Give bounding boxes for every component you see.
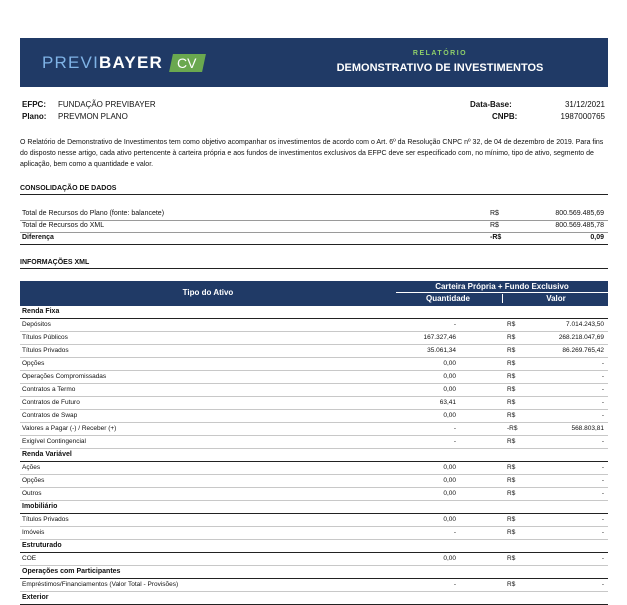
- asset-name: Opções: [22, 477, 45, 484]
- logo-text-bayer: BAYER: [99, 53, 163, 72]
- quantity-cell: 167.327,46: [423, 334, 456, 341]
- logo-cv-badge: CV: [169, 54, 206, 72]
- value-cell: 7.014.243,50: [566, 321, 604, 328]
- currency-cell: R$: [507, 529, 516, 536]
- category-row: [20, 540, 608, 553]
- table-row: [20, 384, 608, 397]
- quantity-cell: 0,00: [443, 412, 456, 419]
- currency-cell: R$: [507, 347, 516, 354]
- category-name: Exterior: [22, 594, 49, 601]
- plano-value: PREVMON PLANO: [58, 112, 128, 121]
- asset-name: Empréstimos/Financiamentos (Valor Total - Provisões): [22, 581, 179, 588]
- table-row: [20, 475, 608, 488]
- value-cell: -: [601, 399, 604, 406]
- xml-table-header: [20, 281, 608, 306]
- value-cell: -: [601, 555, 604, 562]
- logo-text-previ: PREVI: [42, 53, 100, 72]
- asset-name: Opções: [22, 360, 45, 367]
- quantity-cell: 0,00: [443, 555, 456, 562]
- currency-cell: R$: [507, 438, 516, 445]
- category-name: Operações com Participantes: [22, 568, 121, 575]
- category-name: Renda Fixa: [22, 308, 60, 315]
- table-row: [20, 345, 608, 358]
- currency-cell: -R$: [507, 425, 518, 432]
- asset-name: Títulos Públicos: [22, 334, 68, 341]
- consolidacao-value: 800.569.485,69: [555, 210, 604, 217]
- intro-paragraph: O Relatório de Demonstrativo de Investimentos tem como objetivo acompanhar os investimentos de acordo com o Art. 6º da Resolução CNPC nº 32, de 04 de dezembro de 2019. Para fins do disposto nesse artigo, cada ativo pertencente à carteira própria e aos fundos de investimentos exclusivos da EFPC deve ser especificado com, no mínimo, tipo de ativo, segmento de aplicação, bem como a quantidade e valor.: [20, 139, 604, 168]
- quantity-cell: 0,00: [443, 490, 456, 497]
- report-label: RELATÓRIO: [412, 50, 468, 57]
- consolidacao-label: Diferença: [22, 234, 54, 241]
- col-valor: Valor: [502, 294, 609, 303]
- category-row: [20, 592, 608, 605]
- consolidacao-currency: -R$: [490, 234, 502, 241]
- col-tipo-ativo: Tipo do Ativo: [182, 288, 234, 297]
- consolidacao-label: Total de Recursos do XML: [22, 222, 105, 229]
- currency-cell: R$: [507, 477, 516, 484]
- table-row: [20, 371, 608, 384]
- quantity-cell: 0,00: [443, 464, 456, 471]
- col-carteira-group: Carteira Própria + Fundo Exclusivo: [396, 282, 608, 293]
- table-row: [20, 579, 608, 592]
- currency-cell: R$: [507, 581, 516, 588]
- currency-cell: R$: [507, 490, 516, 497]
- quantity-cell: 0,00: [443, 373, 456, 380]
- quantity-cell: -: [453, 581, 456, 588]
- cnpb-label: CNPB:: [492, 112, 518, 121]
- table-row: [20, 462, 608, 475]
- asset-name: Outros: [22, 490, 42, 497]
- consolidacao-row: [20, 209, 608, 221]
- value-cell: -: [601, 386, 604, 393]
- category-row: [20, 306, 608, 319]
- report-title: DEMONSTRATIVO DE INVESTIMENTOS: [336, 62, 544, 74]
- table-row: [20, 423, 608, 436]
- category-name: Imobiliário: [22, 503, 58, 510]
- quantity-cell: 0,00: [443, 477, 456, 484]
- quantity-cell: -: [453, 425, 456, 432]
- quantity-cell: -: [453, 321, 456, 328]
- consolidacao-label: Total de Recursos do Plano (fonte: balancete): [22, 210, 165, 217]
- table-row: [20, 527, 608, 540]
- asset-name: Operações Compromissadas: [22, 373, 107, 380]
- category-row: [20, 449, 608, 462]
- consolidacao-currency: R$: [490, 210, 499, 217]
- table-row: [20, 397, 608, 410]
- consolidacao-title: CONSOLIDAÇÃO DE DADOS: [20, 185, 608, 195]
- table-row: [20, 488, 608, 501]
- value-cell: -: [601, 412, 604, 419]
- quantity-cell: 0,00: [443, 360, 456, 367]
- currency-cell: R$: [507, 386, 516, 393]
- value-cell: 568.803,81: [571, 425, 604, 432]
- asset-name: COE: [22, 555, 37, 562]
- value-cell: -: [601, 581, 604, 588]
- asset-name: Exigível Contingencial: [22, 438, 86, 445]
- consolidacao-row: [20, 233, 608, 245]
- table-row: [20, 358, 608, 371]
- currency-cell: R$: [507, 464, 516, 471]
- asset-name: Títulos Privados: [22, 516, 69, 523]
- table-row: [20, 410, 608, 423]
- col-quantidade: Quantidade: [425, 294, 470, 303]
- quantity-cell: -: [453, 529, 456, 536]
- previbayer-logo: [42, 52, 204, 74]
- category-row: [20, 566, 608, 579]
- report-banner: [20, 38, 608, 87]
- consolidacao-row: [20, 221, 608, 233]
- quantity-cell: 63,41: [439, 399, 456, 406]
- category-name: Renda Variável: [22, 451, 72, 458]
- data-base-label: Data-Base:: [470, 100, 512, 109]
- value-cell: -: [601, 529, 604, 536]
- value-cell: -: [601, 516, 604, 523]
- asset-name: Contratos a Termo: [22, 386, 76, 393]
- xml-table-body: [20, 306, 608, 605]
- asset-name: Contratos de Futuro: [22, 399, 80, 406]
- value-cell: -: [601, 477, 604, 484]
- currency-cell: R$: [507, 555, 516, 562]
- efpc-label: EFPC:: [22, 100, 46, 109]
- consolidacao-value: 0,09: [590, 234, 604, 241]
- table-row: [20, 553, 608, 566]
- asset-name: Depósitos: [22, 321, 51, 328]
- cnpb-value: 1987000765: [560, 112, 605, 121]
- asset-name: Ações: [22, 464, 41, 471]
- currency-cell: R$: [507, 399, 516, 406]
- value-cell: -: [601, 490, 604, 497]
- efpc-value: FUNDAÇÃO PREVIBAYER: [58, 100, 156, 109]
- currency-cell: R$: [507, 360, 516, 367]
- value-cell: -: [601, 360, 604, 367]
- value-cell: -: [601, 464, 604, 471]
- asset-name: Contratos de Swap: [22, 412, 78, 419]
- quantity-cell: 0,00: [443, 386, 456, 393]
- consolidacao-currency: R$: [490, 222, 499, 229]
- currency-cell: R$: [507, 373, 516, 380]
- quantity-cell: -: [453, 438, 456, 445]
- value-cell: 86.269.765,42: [562, 347, 604, 354]
- currency-cell: R$: [507, 412, 516, 419]
- quantity-cell: 0,00: [443, 516, 456, 523]
- currency-cell: R$: [507, 321, 516, 328]
- asset-name: Valores a Pagar (-) / Receber (+): [22, 425, 117, 432]
- value-cell: 268.218.047,69: [558, 334, 604, 341]
- table-row: [20, 514, 608, 527]
- currency-cell: R$: [507, 334, 516, 341]
- xml-title: INFORMAÇÕES XML: [20, 259, 608, 269]
- asset-name: Títulos Privados: [22, 347, 69, 354]
- asset-name: Imóveis: [22, 529, 45, 536]
- category-row: [20, 501, 608, 514]
- category-name: Estruturado: [22, 542, 62, 549]
- currency-cell: R$: [507, 516, 516, 523]
- consolidacao-value: 800.569.485,78: [555, 222, 604, 229]
- table-row: [20, 332, 608, 345]
- value-cell: -: [601, 438, 604, 445]
- table-row: [20, 319, 608, 332]
- data-base-value: 31/12/2021: [564, 100, 605, 109]
- value-cell: -: [601, 373, 604, 380]
- quantity-cell: 35.061,34: [427, 347, 456, 354]
- plano-label: Plano:: [22, 112, 47, 121]
- table-row: [20, 436, 608, 449]
